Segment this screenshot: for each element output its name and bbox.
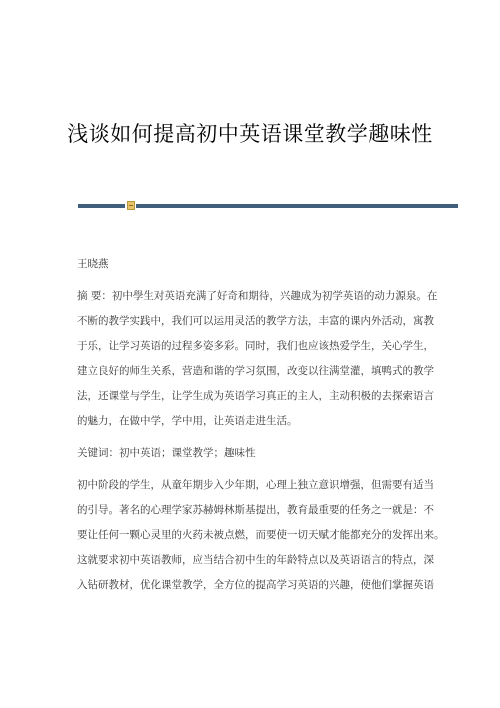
intro-line: 的引导。著名的心理学家苏赫姆林斯基提出，教育最重要的任务之一就是：不 bbox=[77, 504, 434, 516]
abstract-line: 摘 要：初中學生对英语充满了好奇和期待，兴趣成为初学英语的动力源泉。在 bbox=[77, 290, 438, 302]
intro-paragraph bbox=[77, 473, 445, 598]
title-divider bbox=[78, 203, 458, 209]
keywords-line: 关键词：初中英语；课堂教学；趣味性 bbox=[77, 447, 256, 459]
abstract-line: 于乐，让学习英语的过程多姿多彩。同时，我们也应该热爱学生，关心学生， bbox=[77, 340, 434, 352]
divider-bar-right bbox=[136, 204, 458, 208]
divider-book-icon bbox=[127, 201, 135, 210]
intro-line: 要让任何一颗心灵里的火药未被点燃，而要使一切天赋才能都充分的发挥出来。 bbox=[77, 529, 445, 541]
divider-bar-left bbox=[78, 204, 125, 208]
page-title: 浅谈如何提高初中英语课堂教学趣味性 bbox=[67, 122, 433, 146]
intro-line: 入钻研教材，优化课堂教学，全方位的提高学习英语的兴趣，使他们掌握英语 bbox=[77, 579, 434, 591]
abstract-paragraph bbox=[77, 284, 438, 434]
abstract-line: 的魅力，在做中学，学中用，让英语走进生活。 bbox=[77, 415, 298, 427]
abstract-line: 建立良好的师生关系，营造和谐的学习氛围，改变以往满堂灌，填鸭式的教学 bbox=[77, 365, 434, 377]
abstract-line: 法，还课堂与学生，让学生成为英语学习真正的主人，主动积极的去探索语言 bbox=[77, 390, 434, 402]
intro-line: 这就要求初中英语教师，应当结合初中生的年龄特点以及英语语言的特点，深 bbox=[77, 554, 434, 566]
intro-line: 初中阶段的学生，从童年期步入少年期，心理上独立意识增强，但需要有适当 bbox=[77, 479, 434, 491]
author-name: 王晓燕 bbox=[77, 258, 109, 270]
abstract-line: 不断的教学实践中，我们可以运用灵活的教学方法，丰富的课内外活动，寓教 bbox=[77, 315, 434, 327]
